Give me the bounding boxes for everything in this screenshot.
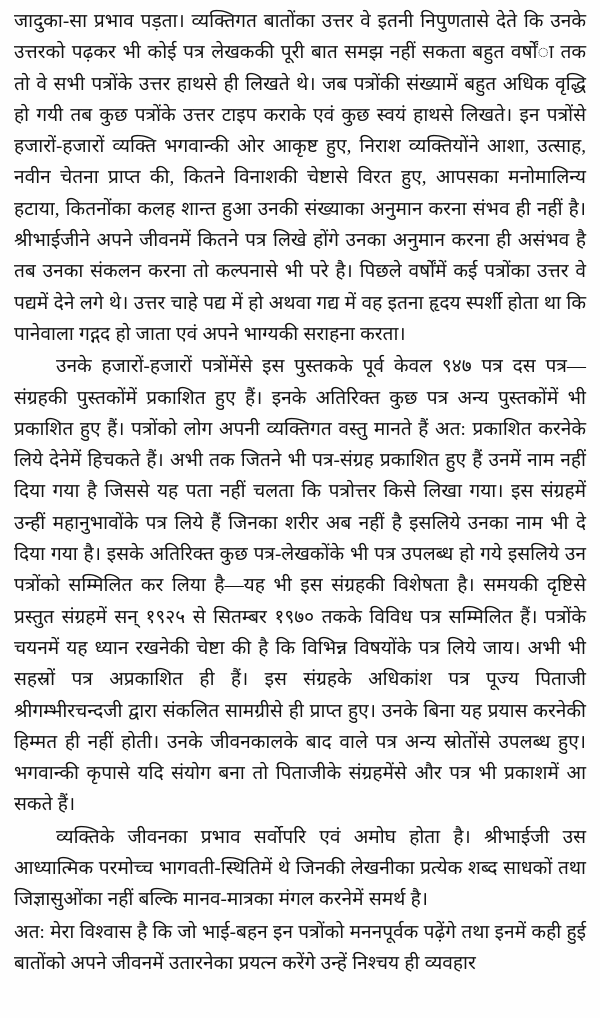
paragraph-4: अत: मेरा विश्वास है कि जो भाई-बहन इन पत्रोंको मननपूर्वक पढ़ेंगे तथा इनमें कही हुई बातोंको अपने जीवनमें उतारनेका प्रयत्न करेंगे उन्हें निश्चय ही व्यवहार [14,921,586,974]
paragraph-1: जादुका-सा प्रभाव पड़ता। व्यक्तिगत बातोंका उत्तर वे इतनी निपुणतासे देते कि उनके उत्तरको पढ़कर भी कोई पत्र लेखककी पूरी बात समझ नहीं सकता बहुत वर्षोंा तक तो वे सभी पत्रोंके उत्तर हाथसे ही लिखते थे। जब पत्रोंकी संख्यामें बहुत अधिक वृद्धि हो गयी तब कुछ पत्रोंके उत्तर टाइप कराके एवं कुछ स्वयं हाथसे लिखते। इन पत्रोंसे हजारों-हजारों व्यक्ति भगवान्की ओर आकृष्ट हुए, निराश व्यक्तियोंने आशा, उत्साह, नवीन चेतना प्राप्त की, कितने विनाशकी चेष्टासे विरत हुए, आपसका मनोमालिन्य हटाया, कितनोंका कलह शान्त हुआ उनकी संख्याका अनुमान करना संभव ही नहीं है। श्रीभाईजीने अपने जीवनमें कितने पत्र लिखे होंगे उनका अनुमान करना ही असंभव है तब उनका संकलन करना तो कल्पनासे भी परे है। पिछले वर्षोंमें कई पत्रोंका उत्तर वे पद्यमें देने लगे थे। उत्तर चाहे पद्य में हो अथवा गद्य में वह इतना हृदय स्पर्शी होता था कि पानेवाला गद्गद हो जाता एवं अपने भाग्यकी सराहना करता। [14,11,586,345]
paragraph-2: उनके हजारों-हजारों पत्रोंमेंसे इस पुस्तकके पूर्व केवल ९४७ पत्र दस पत्र—संग्रहकी पुस्तकोंमें प्रकाशित हुए हैं। इनके अतिरिक्त कुछ पत्र अन्य पुस्तकोंमें भी प्रकाशित हुए हैं। पत्रोंको लोग अपनी व्यक्तिगत वस्तु मानते हैं अत: प्रकाशित करनेके लिये देनेमें हिचकते हैं। अभी तक जितने भी पत्र-संग्रह प्रकाशित हुए हैं उनमें नाम नहीं दिया गया है जिससे यह पता नहीं चलता कि पत्रोत्तर किसे लिखा गया। इस संग्रहमें उन्हीं महानुभावोंके पत्र लिये हैं जिनका शरीर अब नहीं है इसलिये उनका नाम भी दे दिया गया है। इसके अतिरिक्त कुछ पत्र-लेखकोंके भी पत्र उपलब्ध हो गये इसलिये उन पत्रोंको सम्मिलित कर लिया है—यह भी इस संग्रहकी विशेषता है। समयकी दृष्टिसे प्रस्तुत संग्रहमें सन् १९२५ से सितम्बर १९७० तकके विविध पत्र सम्मिलित हैं। पत्रोंके चयनमें यह ध्यान रखनेकी चेष्टा की है कि विभिन्न विषयोंके पत्र लिये जाय। अभी भी सहस्रों पत्र अप्रकाशित ही हैं। इस संग्रहके अधिकांश पत्र पूज्य पिताजी श्रीगम्भीरचन्दजी द्वारा संकलित सामग्रीसे ही प्राप्त हुए। उनके बिना यह प्रयास करनेकी हिम्मत ही नहीं होती। उनके जीवनकालके बाद वाले पत्र अन्य स्रोतोंसे उपलब्ध हुए। भगवान्की कृपासे यदि संयोग बना तो पिताजीके संग्रहमेंसे और पत्र भी प्रकाशमें आ सकते हैं। [14,356,586,816]
paragraph-3: व्यक्तिके जीवनका प्रभाव सर्वोपरि एवं अमोघ होता है। श्रीभाईजी उस आध्यात्मिक परमोच्च भागवती-स्थितिमें थे जिनकी लेखनीका प्रत्येक शब्द साधकों तथा जिज्ञासुओंका नहीं बल्कि मानव-मात्रका मंगल करनेमें समर्थ है। [14,826,586,911]
